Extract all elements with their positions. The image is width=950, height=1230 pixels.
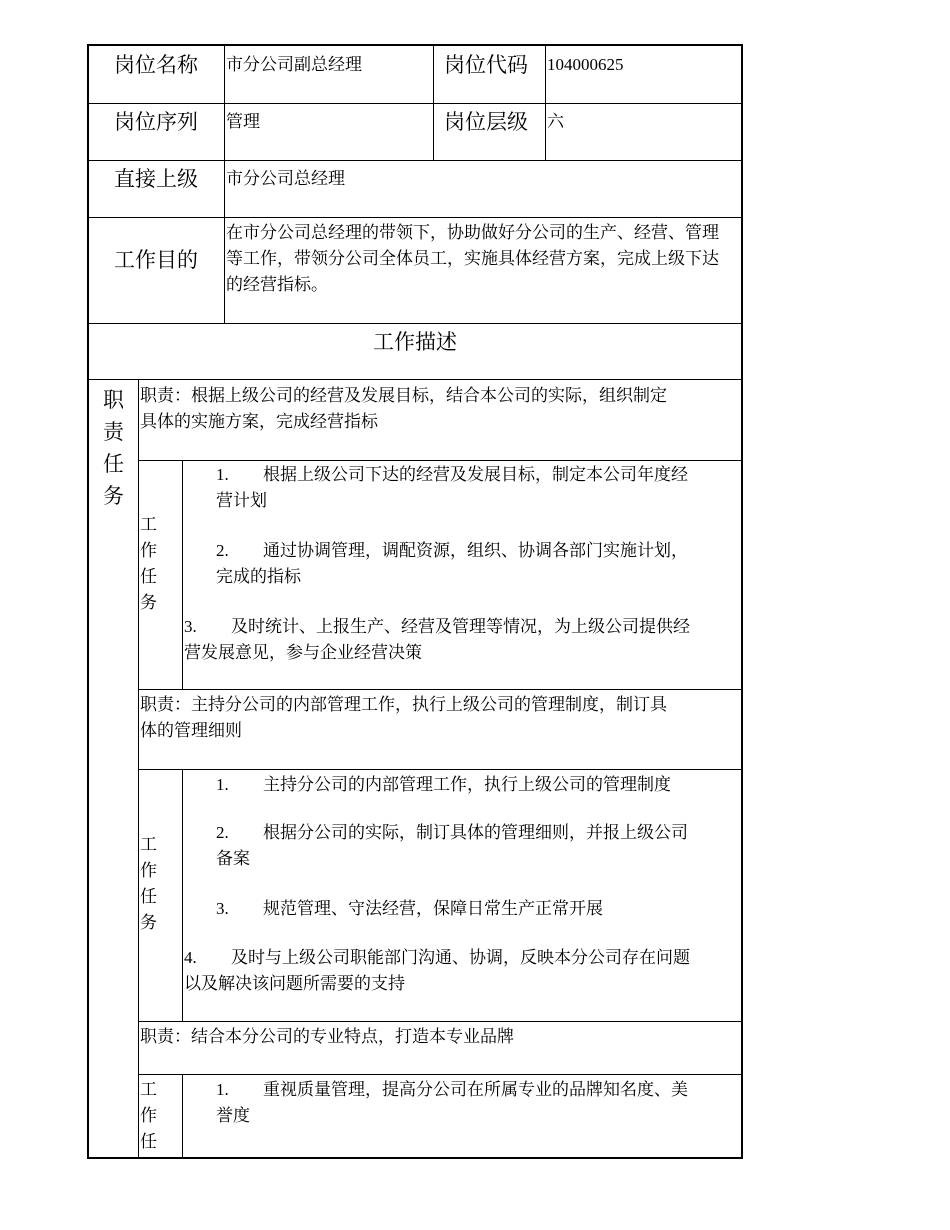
position-code-value: 104000625 bbox=[547, 55, 624, 74]
position-code-label: 岗位代码 bbox=[444, 53, 528, 77]
row-divider bbox=[87, 323, 743, 324]
duty-1-task-2-cont: 完成的指标 bbox=[216, 567, 301, 587]
duty-2-task-2-cont: 备案 bbox=[216, 849, 250, 869]
duty-3-task-1-cont: 誉度 bbox=[216, 1106, 250, 1126]
col-divider bbox=[182, 1074, 183, 1158]
duty-2-line-2: 体的管理细则 bbox=[140, 721, 242, 741]
duty-1-line-1: 职责：根据上级公司的经营及发展目标，结合本公司的实际，组织制定 bbox=[140, 386, 667, 406]
duty-2-task-4: 4. 及时与上级公司职能部门沟通、协调，反映本分公司存在问题 bbox=[184, 948, 690, 968]
table-border-right bbox=[741, 44, 743, 1159]
row-divider bbox=[87, 103, 743, 104]
table-border-bottom bbox=[87, 1157, 743, 1159]
duty-1-task-label: 工 作 任 务 bbox=[140, 515, 157, 613]
position-level-label: 岗位层级 bbox=[444, 110, 528, 134]
table-border-left bbox=[87, 44, 89, 1159]
duty-1-task-1: 1. 根据上级公司下达的经营及发展目标，制定本公司年度经 bbox=[216, 465, 688, 485]
duty-1-task-1-cont: 营计划 bbox=[216, 491, 267, 511]
duty-1-task-3: 3. 及时统计、上报生产、经营及管理等情况，为上级公司提供经 bbox=[184, 617, 690, 637]
row-divider bbox=[87, 160, 743, 161]
row-divider bbox=[138, 769, 743, 770]
duty-2-task-2: 2. 根据分公司的实际，制订具体的管理细则，并报上级公司 bbox=[216, 823, 688, 843]
position-name-label: 岗位名称 bbox=[114, 53, 198, 77]
col-divider bbox=[182, 769, 183, 1021]
col-divider bbox=[182, 460, 183, 689]
duty-1-line-2: 具体的实施方案，完成经营指标 bbox=[140, 412, 378, 432]
row-divider bbox=[138, 689, 743, 690]
position-series-value: 管理 bbox=[226, 112, 260, 132]
col-divider bbox=[545, 44, 546, 160]
position-level-value: 六 bbox=[547, 112, 564, 132]
duties-side-label: 职 责 任 务 bbox=[103, 388, 124, 508]
work-purpose-value: 在市分公司总经理的带领下，协助做好分公司的生产、经营、管理等工作，带领分公司全体员工，实施具体经营方案，完成上级下达的经营指标。 bbox=[226, 223, 719, 295]
col-divider bbox=[433, 44, 434, 160]
section-title: 工作描述 bbox=[373, 330, 457, 354]
position-name-value: 市分公司副总经理 bbox=[226, 55, 362, 75]
row-divider bbox=[87, 379, 743, 380]
direct-superior-value: 市分公司总经理 bbox=[226, 169, 345, 189]
duty-2-task-label: 工 作 任 务 bbox=[140, 835, 157, 933]
duty-1-task-2: 2. 通过协调管理，调配资源，组织、协调各部门实施计划， bbox=[216, 541, 688, 561]
duty-1-task-3-cont: 营发展意见，参与企业经营决策 bbox=[184, 643, 422, 663]
row-divider bbox=[138, 1074, 743, 1075]
work-purpose-label: 工作目的 bbox=[114, 248, 198, 272]
duty-3-line-1: 职责：结合本分公司的专业特点，打造本专业品牌 bbox=[140, 1027, 514, 1047]
row-divider bbox=[87, 217, 743, 218]
duty-3-task-label: 工 作 任 bbox=[140, 1080, 157, 1152]
duty-3-task-1: 1. 重视质量管理，提高分公司在所属专业的品牌知名度、美 bbox=[216, 1080, 688, 1100]
table-border-top bbox=[87, 44, 743, 46]
col-divider bbox=[224, 44, 225, 323]
position-series-label: 岗位序列 bbox=[114, 110, 198, 134]
row-divider bbox=[138, 460, 743, 461]
duty-2-task-1: 1. 主持分公司的内部管理工作，执行上级公司的管理制度 bbox=[216, 775, 671, 795]
duty-2-task-4-cont: 以及解决该问题所需要的支持 bbox=[184, 974, 405, 994]
row-divider bbox=[138, 1021, 743, 1022]
duty-2-task-3: 3. 规范管理、守法经营，保障日常生产正常开展 bbox=[216, 899, 603, 919]
duty-2-line-1: 职责：主持分公司的内部管理工作，执行上级公司的管理制度，制订具 bbox=[140, 695, 667, 715]
direct-superior-label: 直接上级 bbox=[114, 167, 198, 191]
